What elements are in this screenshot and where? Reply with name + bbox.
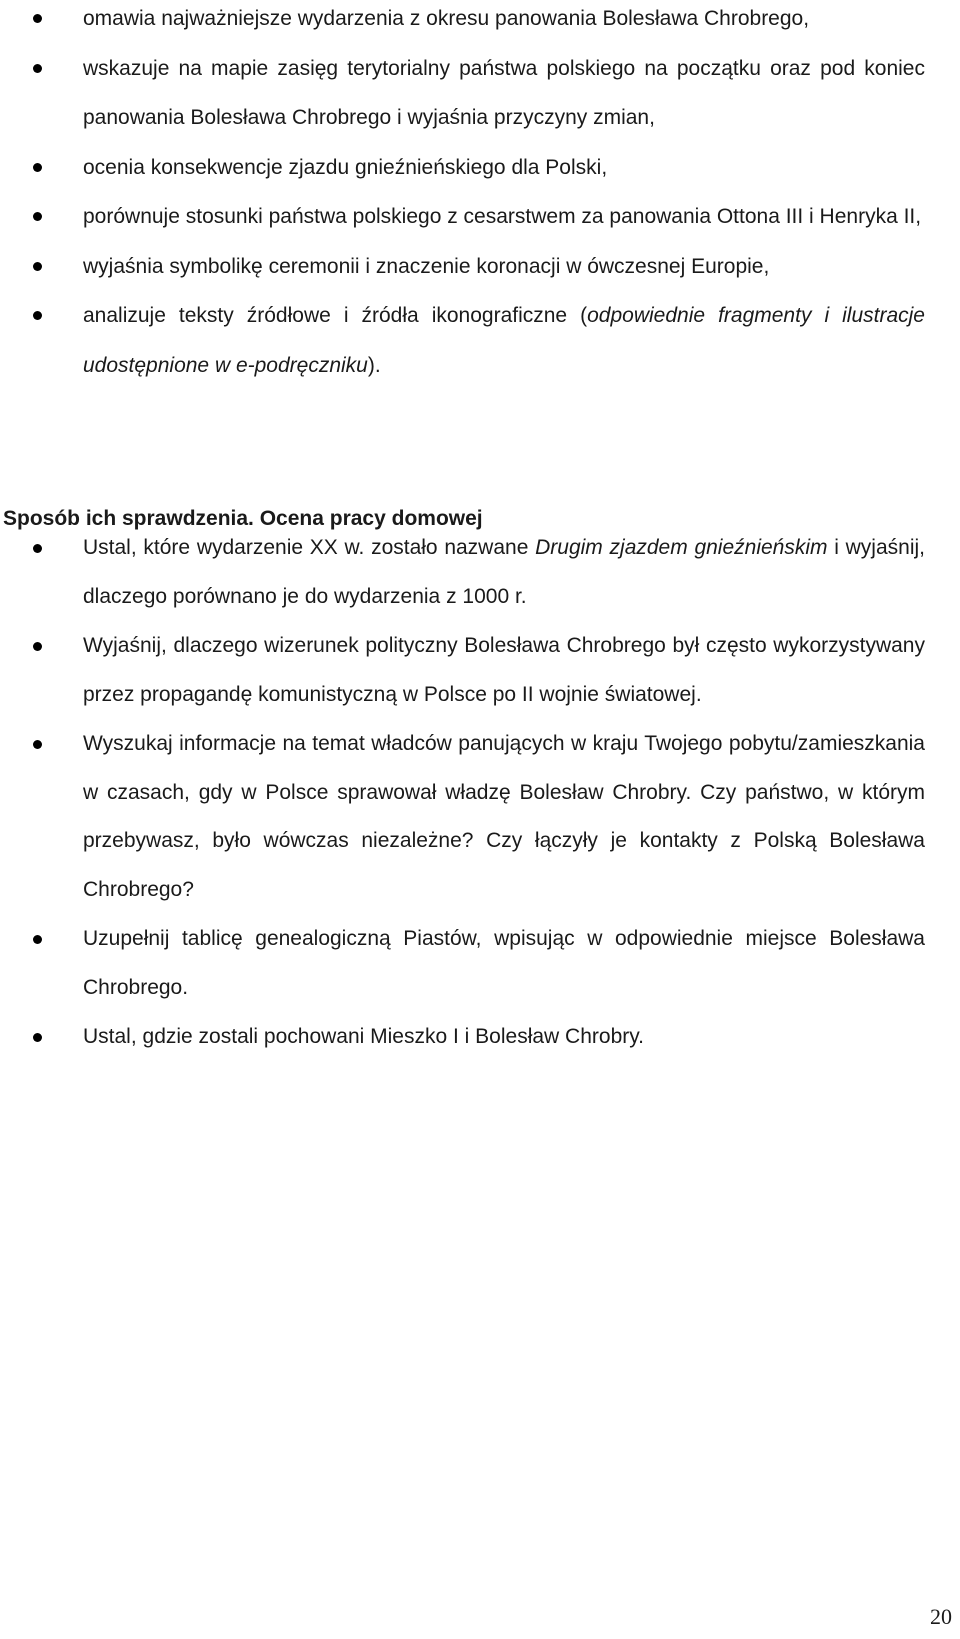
text-segment: analizuje teksty źródłowe i źródła ikonograficzne ( [83, 304, 588, 327]
text-segment: ). [367, 353, 381, 377]
bullet-icon [33, 1033, 42, 1042]
list-item-text [83, 304, 925, 377]
list-item-text [83, 255, 769, 278]
list-item [0, 720, 960, 914]
list-item-text [83, 7, 809, 30]
list-item-text [83, 1025, 644, 1048]
list-item [0, 291, 960, 390]
text-segment: Ustal, które wydarzenie XX w. zostało nazwane [83, 536, 536, 559]
text-segment: ocenia konsekwencje zjazdu gnieźnieńskiego dla Polski, [83, 155, 608, 179]
homework-list [0, 524, 960, 1063]
list-item [0, 0, 960, 44]
bullet-icon [33, 740, 42, 749]
italic-text: Drugim zjazdem gnieźnieńskim [535, 536, 828, 559]
bullet-icon [33, 544, 42, 553]
list-item [0, 1013, 960, 1062]
bullet-icon [33, 64, 42, 73]
list-item [0, 44, 960, 143]
text-segment: Uzupełnij tablicę genealogiczną Piastów, wpisując w odpowiednie miejsce Bolesława Chrobrego. [83, 927, 925, 999]
list-item-text [83, 57, 925, 130]
text-segment: wyjaśnia symbolikę ceremonii i znaczenie koronacji w ówczesnej Europie, [83, 254, 770, 278]
bullet-icon [33, 262, 42, 271]
list-item [0, 192, 960, 242]
text-segment: porównuje stosunki państwa polskiego z cesarstwem za panowania Ottona III i Henryka II, [83, 205, 922, 228]
text-segment: wskazuje na mapie zasięg terytorialny państwa polskiego na początku oraz pod koniec panowania Bolesława Chrobrego i wyjaśnia przyczyny zmian, [83, 56, 925, 129]
list-item [0, 524, 960, 621]
text-segment: Ustal, gdzie zostali pochowani Mieszko I i Bolesław Chrobry. [83, 1025, 645, 1048]
bullet-icon [33, 212, 42, 221]
list-item [0, 242, 960, 292]
bullet-icon [33, 311, 42, 320]
text-segment: omawia najważniejsze wydarzenia z okresu panowania Bolesława Chrobrego, [83, 7, 810, 30]
bullet-icon [33, 14, 42, 23]
list-item-text [83, 156, 607, 179]
objectives-list [0, 0, 960, 390]
italic-text: odpowiednie fragmenty i ilustracje udostępnione w e-podręczniku [83, 304, 925, 377]
list-item [0, 915, 960, 1012]
list-item-text [83, 634, 925, 706]
section-heading: Sposób ich sprawdzenia. Ocena pracy domowej [3, 507, 483, 530]
list-item-text [83, 927, 925, 999]
list-item [0, 622, 960, 719]
text-segment: Wyjaśnij, dlaczego wizerunek polityczny Bolesława Chrobrego był często wykorzystywany przez propagandę komunistyczną w Polsce po II wojnie światowej. [83, 634, 925, 706]
page-number: 20 [930, 1604, 952, 1629]
bullet-icon [33, 163, 42, 172]
list-item-text [83, 732, 925, 901]
list-item-text [83, 205, 921, 228]
list-item-text [83, 536, 925, 608]
text-segment: i wyjaśnij, dlaczego porównano je do wydarzenia z 1000 r. [83, 536, 925, 608]
bullet-icon [33, 935, 42, 944]
text-segment: Wyszukaj informacje na temat władców panujących w kraju Twojego pobytu/zamieszkania w czasach, gdy w Polsce sprawował władzę Bolesław Chrobry. Czy państwo, w którym przebywasz, było wówczas niezależne? Czy łączyły je kontakty z Polską Bolesława Chrobrego? [83, 732, 925, 901]
list-item [0, 143, 960, 193]
bullet-icon [33, 642, 42, 651]
